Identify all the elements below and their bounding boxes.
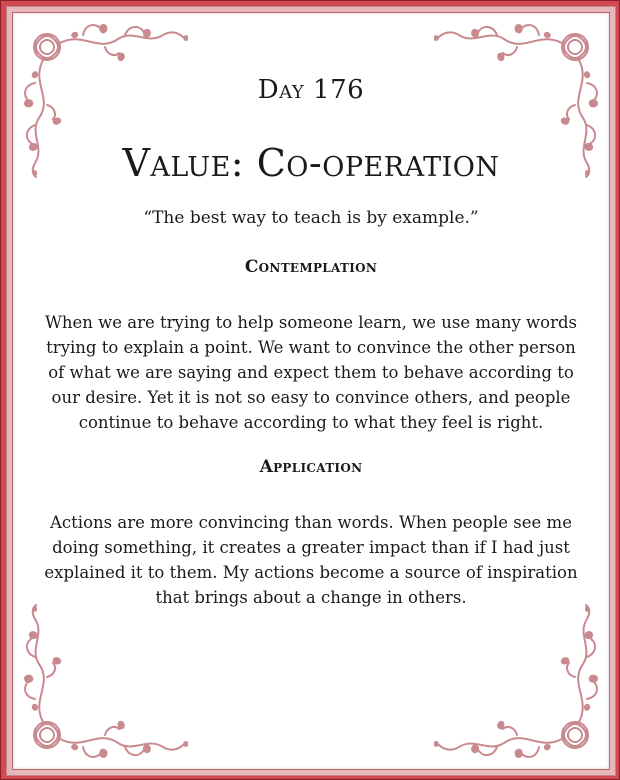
contemplation-text: When we are trying to help someone learn, we use many words trying to explain a point. We want to convince the other person of what we are saying and expect them to behave according to our desire. Yet it is not so easy to convince others, and people continue to behave according to what they feel is right. (44, 313, 578, 432)
vine-flourish-icon (13, 604, 188, 769)
contemplation-heading: Contemplation (244, 257, 378, 277)
application-text: Actions are more convincing than words. When people see me doing something, it creates a greater impact than if I had just explained it to them. My actions become a source of inspiration that brings about a change in others. (44, 513, 578, 607)
vine-flourish-icon (434, 604, 609, 769)
quote: “The best way to teach is by example.” (143, 208, 479, 228)
day-title: Day 176 (257, 75, 365, 105)
application-heading: Application (259, 457, 363, 477)
value-title: Value: Co-operation (122, 141, 500, 185)
